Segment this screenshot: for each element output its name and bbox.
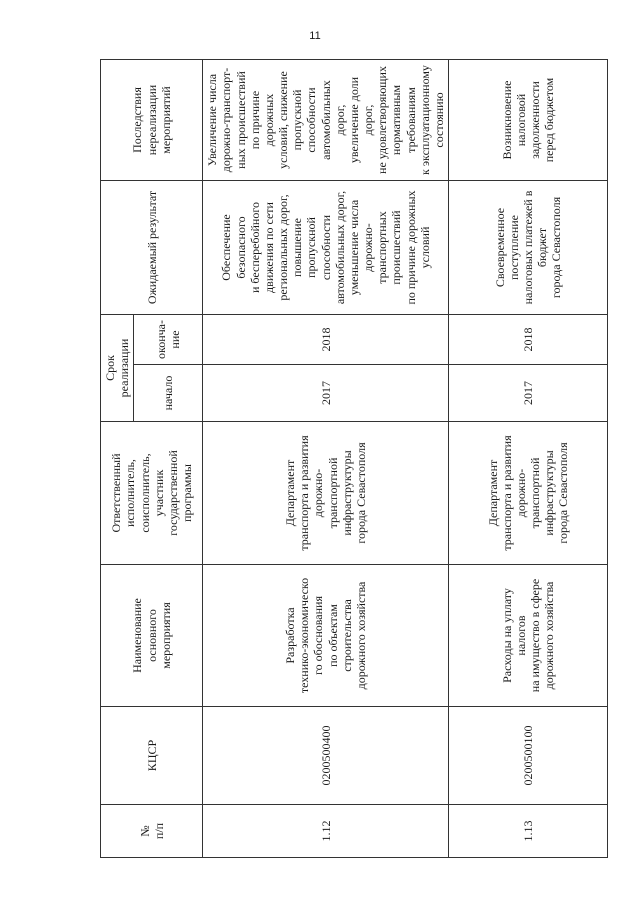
header-kcsr: КЦСР	[101, 707, 203, 805]
row-start: 2017	[448, 365, 607, 422]
row-consequences: Возникновение налоговой задолженности перед бюджетом	[448, 60, 607, 181]
row-name: Расходы на уплату налогов на имущество в сфере дорожного хозяйства	[448, 565, 607, 707]
row-name: Разработка технико-экономическо го обоснования по объектам строительства дорожного хозяйства	[203, 565, 449, 707]
header-term: Срок реализации	[101, 315, 134, 422]
header-expected: Ожидаемый результат	[101, 181, 203, 315]
header-start: начало	[134, 365, 203, 422]
table-header-row	[101, 60, 134, 858]
row-kcsr: 0200500100	[448, 707, 607, 805]
row-expected: Обеспечение безопасного и бесперебойного движения по сети региональных дорог, повышение пропускной способности автомобильных дорог, уменьшение числа дорожно- транспортных происшествий по причине дорожных условий	[203, 181, 449, 315]
row-num: 1.12	[203, 805, 449, 858]
row-expected: Своевременное поступление налоговых платежей в бюджет города Севастополя	[448, 181, 607, 315]
row-start: 2017	[203, 365, 449, 422]
row-num: 1.13	[448, 805, 607, 858]
rotated-table-container	[100, 60, 575, 858]
table-row	[203, 60, 449, 858]
header-num: № п/п	[101, 805, 203, 858]
header-responsible: Ответственный исполнитель, соисполнитель, участник государственной программы	[101, 422, 203, 565]
measures-table	[100, 59, 608, 858]
row-kcsr: 0200500400	[203, 707, 449, 805]
row-consequences: Увеличение числа дорожно-транспорт- ных происшествий по причине дорожных условий, снижение пропускной способности автомобильных дорог, увеличение доли дорог, не удовлетворяющих нормативным требованиям к эксплуатационному состоянию	[203, 60, 449, 181]
header-end: оконча- ние	[134, 315, 203, 365]
row-end: 2018	[448, 315, 607, 365]
table-row	[448, 60, 607, 858]
row-end: 2018	[203, 315, 449, 365]
page-number: 11	[309, 30, 321, 42]
row-responsible: Департамент транспорта и развития дорожно- транспортной инфраструктуры города Севастополя	[203, 422, 449, 565]
row-responsible: Департамент транспорта и развития дорожно- транспортной инфраструктуры города Севастополя	[448, 422, 607, 565]
header-name: Наименование основного мероприятия	[101, 565, 203, 707]
header-consequences: Последствия нереализации мероприятий	[101, 60, 203, 181]
